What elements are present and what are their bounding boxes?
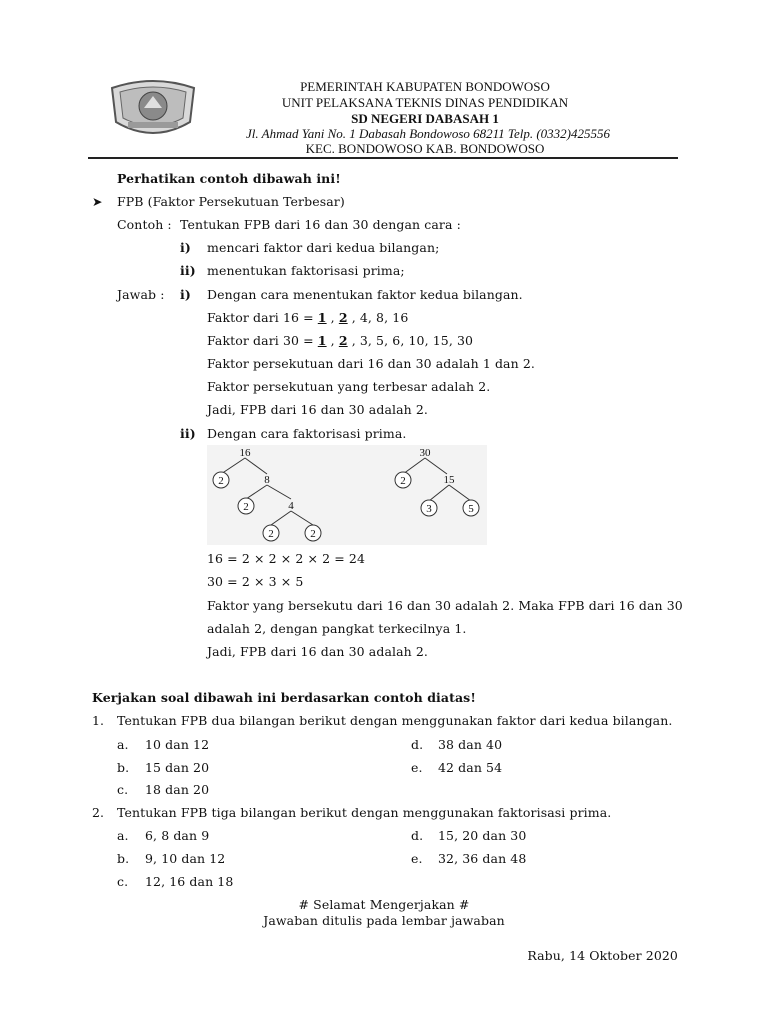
jawab-label: Jawab : [117, 287, 165, 302]
question-1-number: 1. [92, 713, 105, 728]
q2-option-text: 32, 36 dan 48 [438, 851, 527, 866]
tree30-root: 30 [419, 447, 431, 459]
q1-option-label: e. [411, 760, 423, 775]
closing-note: Jawaban ditulis pada lembar jawaban [263, 913, 505, 928]
tree30-node-2: 15 [443, 474, 455, 486]
tree30-node-1: 2 [400, 475, 406, 487]
tree30-node-3: 3 [426, 503, 432, 515]
factor-trees [207, 445, 487, 545]
q1-option-label: c. [117, 782, 129, 797]
header-school: SD NEGERI DABASAH 1 [351, 111, 499, 126]
common-factors: Faktor persekutuan dari 16 dan 30 adalah 1 dan 2. [207, 356, 535, 371]
question-2-number: 2. [92, 805, 105, 820]
header-address: Jl. Ahmad Yani No. 1 Dabasah Bondowoso 68211 Telp. (0332)425556 [245, 126, 611, 141]
factors-30: Faktor dari 30 = 1 , 2 , 3, 5, 6, 10, 15, 30 [207, 333, 474, 348]
conclusion-1: Jadi, FPB dari 16 dan 30 adalah 2. [207, 402, 428, 417]
closing-greeting: # Selamat Mengerjakan # [298, 897, 470, 912]
tree16-node-2: 8 [264, 474, 270, 486]
q1-option-label: d. [411, 737, 424, 752]
tree16-node-6: 2 [310, 528, 316, 540]
q2-option-text: 9, 10 dan 12 [145, 851, 226, 866]
answer-ii-text: Dengan cara faktorisasi prima. [207, 426, 407, 441]
contoh-text: Tentukan FPB dari 16 dan 30 dengan cara : [180, 217, 461, 232]
tree16-node-1: 2 [218, 475, 224, 487]
q1-option-text: 15 dan 20 [145, 760, 210, 775]
q1-option-text: 38 dan 40 [438, 737, 503, 752]
q2-option-text: 6, 8 dan 9 [145, 828, 210, 843]
q2-option-label: b. [117, 851, 130, 866]
question-1-text: Tentukan FPB dua bilangan berikut dengan menggunakan faktor dari kedua bilangan. [117, 713, 673, 728]
header-divider [88, 157, 678, 159]
factors-16: Faktor dari 16 = 1 , 2 , 4, 8, 16 [207, 310, 409, 325]
method-ii-text: menentukan faktorisasi prima; [207, 263, 405, 278]
tree16-node-4: 4 [288, 500, 294, 512]
equation-16: 16 = 2 × 2 × 2 × 2 = 24 [207, 551, 366, 566]
exercise-heading: Kerjakan soal dibawah ini berdasarkan contoh diatas! [92, 690, 476, 705]
answer-ii-number: ii) [180, 426, 196, 441]
header-district: KEC. BONDOWOSO KAB. BONDOWOSO [305, 141, 545, 156]
q2-option-label: a. [117, 828, 129, 843]
header-government: PEMERINTAH KABUPATEN BONDOWOSO [300, 79, 550, 94]
tree16-node-5: 2 [268, 528, 274, 540]
method-ii-number: ii) [180, 263, 196, 278]
document-date: Rabu, 14 Oktober 2020 [527, 948, 678, 963]
conclusion-2: Jadi, FPB dari 16 dan 30 adalah 2. [207, 644, 428, 659]
regency-emblem-icon [106, 78, 200, 140]
q1-option-text: 18 dan 20 [145, 782, 210, 797]
q1-option-label: b. [117, 760, 130, 775]
bullet-icon: ➤ [92, 194, 103, 209]
tree16-node-3: 2 [243, 501, 249, 513]
q2-option-label: e. [411, 851, 423, 866]
contoh-label: Contoh : [117, 217, 172, 232]
method-i-number: i) [180, 240, 191, 255]
q1-option-label: a. [117, 737, 129, 752]
tree30-node-4: 5 [468, 503, 474, 515]
greatest-factor: Faktor persekutuan yang terbesar adalah 2. [207, 379, 491, 394]
common-factor-line-1: Faktor yang bersekutu dari 16 dan 30 adalah 2. Maka FPB dari 16 dan 30 [207, 598, 683, 613]
q1-option-text: 10 dan 12 [145, 737, 210, 752]
common-factor-line-2: adalah 2, dengan pangkat terkecilnya 1. [207, 621, 467, 636]
question-2-text: Tentukan FPB tiga bilangan berikut dengan menggunakan faktorisasi prima. [117, 805, 612, 820]
answer-i-number: i) [180, 287, 191, 302]
q2-option-text: 15, 20 dan 30 [438, 828, 527, 843]
tree16-root: 16 [239, 447, 251, 459]
topic-title: FPB (Faktor Persekutuan Terbesar) [117, 194, 345, 209]
q2-option-label: d. [411, 828, 424, 843]
example-heading: Perhatikan contoh dibawah ini! [117, 171, 341, 186]
answer-i-text: Dengan cara menentukan faktor kedua bilangan. [207, 287, 523, 302]
header-unit: UNIT PELAKSANA TEKNIS DINAS PENDIDIKAN [281, 95, 569, 110]
q2-option-text: 12, 16 dan 18 [145, 874, 234, 889]
q2-option-label: c. [117, 874, 129, 889]
equation-30: 30 = 2 × 3 × 5 [207, 574, 304, 589]
method-i-text: mencari faktor dari kedua bilangan; [207, 240, 440, 255]
q1-option-text: 42 dan 54 [438, 760, 503, 775]
